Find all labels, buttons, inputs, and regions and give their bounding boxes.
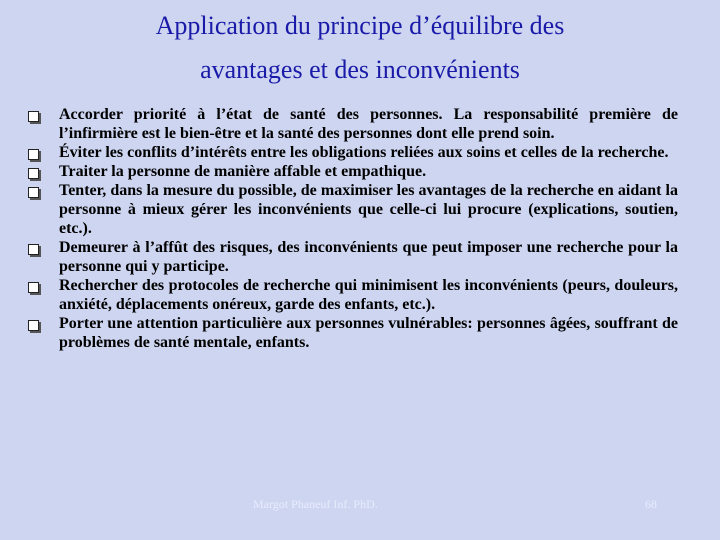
bullet-text: Tenter, dans la mesure du possible, de maximiser les avantages de la recherche en aidant la personne à mieux gérer les inconvénients que celle-ci lui procure (explications, soutien, etc.). — [59, 182, 678, 237]
bullet-item — [28, 181, 678, 238]
bullet-text: Demeurer à l’affût des risques, des inconvénients que peut imposer une recherche pour la personne qui y participe. — [59, 239, 678, 275]
bullet-text: Traiter la personne de manière affable et empathique. — [59, 163, 427, 180]
checkbox-bullet-icon — [28, 168, 39, 179]
bullet-text: Éviter les conflits d’intérêts entre les obligations reliées aux soins et celles de la recherche. — [59, 144, 669, 161]
slide-title-line-1: Application du principe d’équilibre des — [155, 11, 565, 40]
slide-title — [40, 4, 680, 92]
page-number: 68 — [645, 497, 657, 511]
bullet-item — [28, 162, 678, 181]
checkbox-bullet-icon — [28, 282, 39, 293]
checkbox-bullet-icon — [28, 187, 39, 198]
bullet-item — [28, 276, 678, 314]
bullet-text: Accorder priorité à l’état de santé des personnes. La responsabilité première de l’infirmière est le bien-être et la santé des personnes dont elle prend soin. — [59, 106, 678, 142]
slide-title-line-2: avantages et des inconvénients — [200, 55, 520, 84]
bullet-item — [28, 238, 678, 276]
bullet-list — [28, 105, 678, 352]
bullet-text: Rechercher des protocoles de recherche qui minimisent les inconvénients (peurs, douleurs, anxiété, déplacements onéreux, garde des enfants, etc.). — [59, 277, 678, 313]
checkbox-bullet-icon — [28, 111, 39, 122]
bullet-text: Porter une attention particulière aux personnes vulnérables: personnes âgées, souffrant de problèmes de santé mentale, enfants. — [59, 315, 678, 351]
checkbox-bullet-icon — [28, 320, 39, 331]
bullet-item — [28, 143, 678, 162]
footer-author: Margot Phaneuf Inf. PhD. — [253, 497, 378, 511]
checkbox-bullet-icon — [28, 149, 39, 160]
bullet-item — [28, 314, 678, 352]
bullet-item — [28, 105, 678, 143]
checkbox-bullet-icon — [28, 244, 39, 255]
